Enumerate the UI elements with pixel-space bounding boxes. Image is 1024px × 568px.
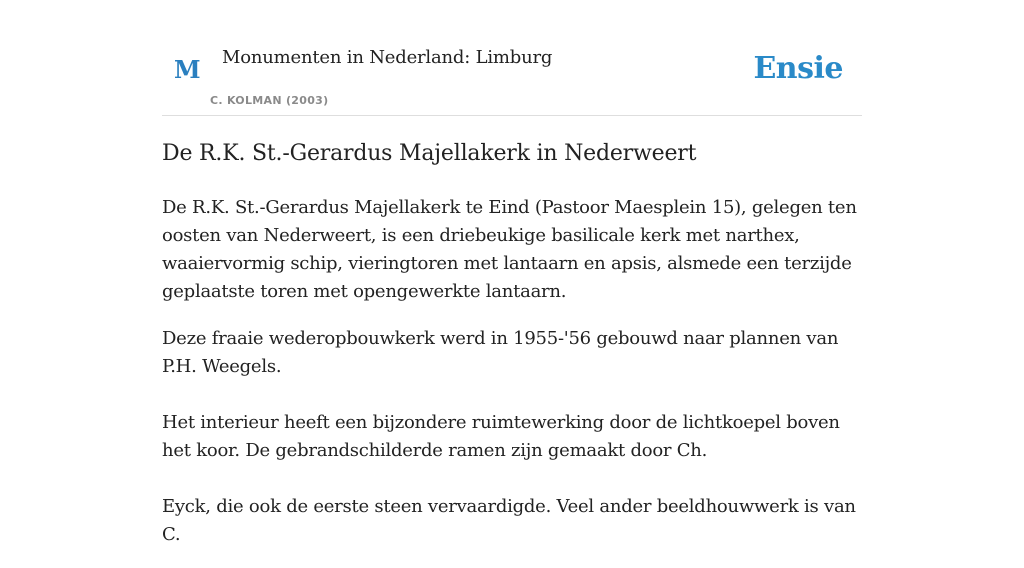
article-title: De R.K. St.-Gerardus Majellakerk in Nederweert: [162, 141, 697, 166]
paragraph: De R.K. St.-Gerardus Majellakerk te Eind (Pastoor Maesplein 15), gelegen ten oosten van Nederweert, is een driebeukige basilicale kerk met narthex, waaiervormig schip, vieringtoren met lantaarn en apsis, alsmede een terzijde geplaatste toren met opengewerkte lantaarn.: [162, 197, 857, 302]
paragraph: Het interieur heeft een bijzondere ruimtewerking door de lichtkoepel boven het koor. De gebrandschilderde ramen zijn gemaakt door Ch.: [162, 412, 840, 461]
paragraph: Deze fraaie wederopbouwkerk werd in 1955-'56 gebouwd naar plannen van P.H. Weegels.: [162, 328, 839, 377]
book-title[interactable]: Monumenten in Nederland: Limburg: [222, 47, 553, 68]
book-author: C. KOLMAN (2003): [210, 94, 329, 107]
paragraph: Eyck, die ook de eerste steen vervaardigde. Veel ander beeldhouwwerk is van C.: [162, 496, 856, 545]
article: [162, 136, 862, 568]
page-header: [162, 0, 862, 116]
series-logo[interactable]: M: [174, 55, 201, 84]
site-logo[interactable]: Ensie: [753, 51, 843, 86]
